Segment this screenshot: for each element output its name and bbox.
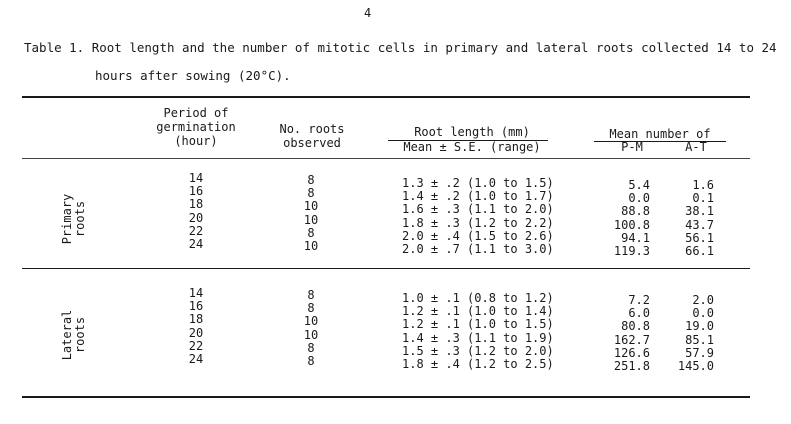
table-cell: 10 [303, 199, 319, 214]
table-cell: 1.2 ± .1 (1.0 to 1.4) [402, 304, 554, 319]
table-cell: 0.1 [692, 191, 714, 206]
header-rule [22, 158, 750, 159]
table-cell: 14 [188, 286, 204, 300]
primary-n-column [296, 174, 326, 253]
table-caption-line-1: Table 1. Root length and the number of mitotic cells in primary and lateral roots collected 14 to 24 [24, 40, 777, 55]
table-cell: 18 [188, 197, 204, 212]
table-cell: 10 [303, 327, 319, 342]
group-label-lateral [61, 305, 87, 365]
table-cell: 20 [188, 325, 204, 340]
table-cell: 88.8 [621, 204, 650, 219]
table-caption-line-2: hours after sowing (20°C). [95, 68, 291, 83]
table-cell: 0.0 [692, 306, 714, 321]
table-cell: 56.1 [685, 230, 714, 245]
table-cell: 7.2 [628, 293, 650, 307]
table-cell: 16 [188, 184, 204, 199]
table-cell: 16 [188, 299, 204, 314]
header-period [150, 106, 242, 148]
table-cell: 5.4 [628, 178, 650, 192]
table-cell: 10 [303, 314, 319, 329]
group-label-lateral-line-2: roots [73, 316, 87, 354]
table-cell: 1.8 ± .3 (1.2 to 2.2) [402, 215, 554, 230]
table-cell: 119.3 [613, 243, 650, 258]
table-cell: 22 [188, 338, 204, 353]
table-cell: 8 [307, 225, 315, 240]
header-roots-observed [270, 122, 354, 150]
header-at: A-T [685, 140, 707, 154]
group-divider-rule [22, 268, 750, 269]
table-cell: 8 [307, 353, 315, 368]
table-cell: 10 [303, 212, 319, 227]
table-cell: 1.4 ± .2 (1.0 to 1.7) [402, 189, 554, 204]
primary-period-column [176, 172, 216, 251]
header-mean-se: Mean ± S.E. (range) [403, 140, 541, 154]
table-cell: 2.0 ± .7 (1.1 to 3.0) [402, 241, 554, 256]
table-cell: 1.2 ± .1 (1.0 to 1.5) [402, 317, 554, 332]
header-roots-line-2: observed [283, 136, 341, 150]
header-mitotic: Mean number of [609, 127, 711, 141]
table-cell: 8 [307, 186, 315, 201]
lateral-pm-column [598, 294, 650, 373]
lateral-n-column [296, 289, 326, 368]
table-cell: 80.8 [621, 319, 650, 334]
table-cell: 0.0 [628, 191, 650, 206]
table-cell: 14 [188, 171, 204, 185]
top-rule [22, 96, 750, 98]
lateral-at-column [664, 294, 714, 373]
header-period-line-1: Period of [163, 106, 229, 120]
table-cell: 8 [307, 288, 315, 302]
page-number: 4 [364, 6, 372, 20]
table-cell: 22 [188, 223, 204, 238]
bottom-rule [22, 396, 750, 398]
table-cell: 6.0 [628, 306, 650, 321]
table-cell: 20 [188, 210, 204, 225]
table-cell: 57.9 [685, 345, 714, 360]
group-label-primary-line-1: Primary [60, 193, 74, 245]
header-period-line-2: germination [156, 120, 236, 134]
table-cell: 43.7 [685, 217, 714, 232]
table-cell: 8 [307, 173, 315, 187]
table-cell: 2.0 [692, 293, 714, 307]
table-cell: 145.0 [677, 358, 714, 373]
table-cell: 85.1 [685, 332, 714, 347]
header-period-line-3: (hour) [174, 134, 218, 148]
table-cell: 1.6 [692, 178, 714, 192]
table-cell: 1.4 ± .3 (1.1 to 1.9) [402, 330, 554, 345]
header-pm: P-M [621, 140, 643, 154]
table-cell: 251.8 [613, 358, 650, 373]
group-label-lateral-line-1: Lateral [60, 309, 74, 361]
group-label-primary [61, 189, 87, 249]
lateral-period-column [176, 287, 216, 366]
table-cell: 10 [303, 238, 319, 253]
primary-length-column [402, 177, 572, 256]
table-cell: 100.8 [613, 217, 650, 232]
table-cell: 38.1 [685, 204, 714, 219]
table-cell: 8 [307, 340, 315, 355]
table-cell: 66.1 [685, 243, 714, 258]
table-cell: 1.0 ± .1 (0.8 to 1.2) [402, 291, 554, 305]
primary-at-column [664, 179, 714, 258]
table-cell: 1.5 ± .3 (1.2 to 2.0) [402, 343, 554, 358]
group-label-primary-line-2: roots [73, 200, 87, 238]
primary-pm-column [598, 179, 650, 258]
table-cell: 1.6 ± .3 (1.1 to 2.0) [402, 202, 554, 217]
lateral-length-column [402, 292, 572, 371]
table-cell: 24 [188, 351, 204, 366]
table-cell: 8 [307, 301, 315, 316]
header-root-length: Root length (mm) [414, 125, 530, 139]
header-roots-line-1: No. roots [279, 122, 345, 136]
table-cell: 24 [188, 236, 204, 251]
table-cell: 126.6 [613, 345, 650, 360]
table-cell: 1.8 ± .4 (1.2 to 2.5) [402, 356, 554, 371]
table-cell: 18 [188, 312, 204, 327]
table-cell: 94.1 [621, 230, 650, 245]
table-cell: 2.0 ± .4 (1.5 to 2.6) [402, 228, 554, 243]
table-cell: 1.3 ± .2 (1.0 to 1.5) [402, 176, 554, 190]
table-cell: 162.7 [613, 332, 650, 347]
table-cell: 19.0 [685, 319, 714, 334]
